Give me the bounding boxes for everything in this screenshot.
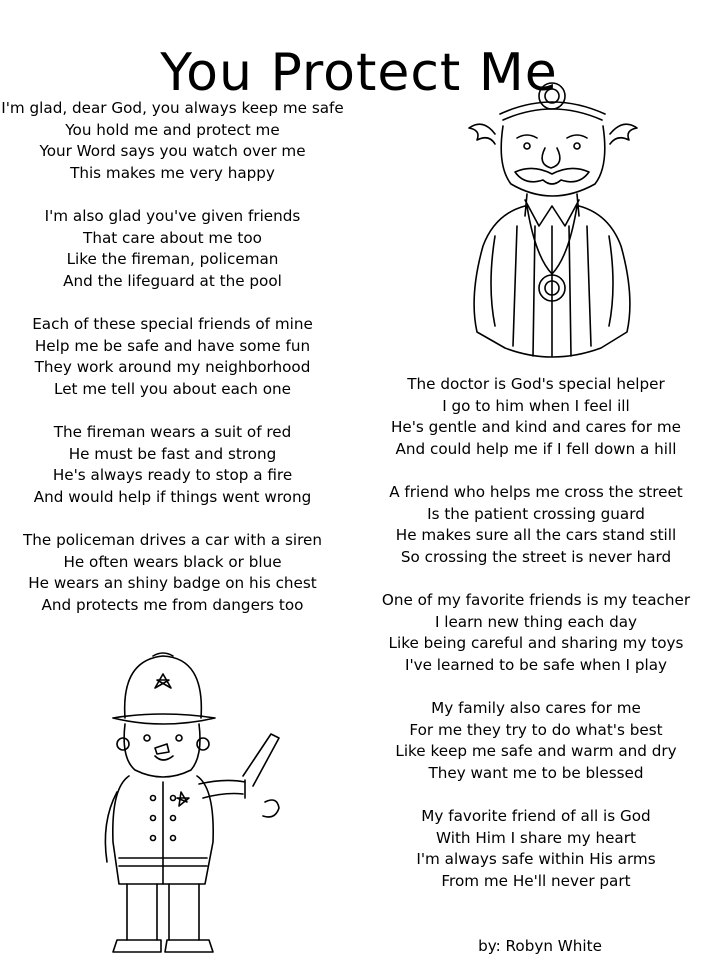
poem-title: You Protect Me (160, 42, 558, 103)
poem-line: Like being careful and sharing my toys (388, 634, 684, 653)
poem-line: He's always ready to stop a fire (52, 466, 293, 485)
poem-line: My family also cares for me (431, 699, 641, 717)
poem-line: He's gentle and kind and cares for me (390, 418, 682, 437)
doctor-illustration (455, 76, 650, 368)
poem-line: The policeman drives a car with a siren (23, 531, 322, 549)
poem-line: That care about me too (83, 228, 262, 247)
poem-line: The fireman wears a suit of red (53, 423, 292, 441)
author-byline: by: Robyn White (478, 937, 602, 955)
right-stanza-4 (362, 698, 710, 784)
poem-line: I'm also glad you've given friends (44, 207, 301, 225)
poem-line: He must be fast and strong (68, 444, 277, 463)
poem-line: A friend who helps me cross the street (389, 483, 683, 501)
poem-line: I've learned to be safe when I play (404, 655, 668, 674)
right-stanza-3 (362, 590, 710, 676)
poem-line: And would help if things went wrong (33, 487, 312, 506)
policeman-illustration (95, 652, 285, 957)
poem-line: He makes sure all the cars stand still (395, 526, 677, 545)
poem-line: He wears an shiny badge on his chest (28, 574, 317, 593)
poem-line: I'm glad, dear God, you always keep me safe (1, 99, 344, 117)
poem-line: They work around my neighborhood (34, 358, 311, 377)
poem-line: Let me tell you about each one (54, 379, 291, 398)
right-stanza-5 (362, 806, 710, 892)
poem-line: I learn new thing each day (434, 612, 638, 631)
left-stanza-1 (0, 98, 345, 184)
poem-line: One of my favorite friends is my teacher (381, 591, 691, 609)
poem-line: Each of these special friends of mine (32, 315, 313, 333)
right-stanza-1 (362, 374, 710, 460)
poem-line: For me they try to do what's best (409, 720, 663, 739)
left-stanza-4 (0, 422, 345, 508)
poem-line: I'm always safe within His arms (416, 850, 656, 869)
poem-line: And protects me from dangers too (41, 595, 304, 614)
poem-line: This makes me very happy (70, 163, 275, 182)
right-stanza-2 (362, 482, 710, 568)
poem-line: Is the patient crossing guard (427, 504, 645, 523)
poem-line: Like the fireman, policeman (66, 250, 279, 269)
poem-line: Help me be safe and have some fun (34, 336, 311, 355)
poem-line: So crossing the street is never hard (400, 547, 672, 566)
poem-line: They want me to be blessed (428, 763, 644, 782)
poem-line: I go to him when I feel ill (442, 396, 630, 415)
poem-line: He often wears black or blue (63, 552, 282, 571)
poem-line: With Him I share my heart (436, 828, 636, 847)
poem-line: And could help me if I fell down a hill (395, 439, 677, 458)
poem-line: My favorite friend of all is God (421, 807, 651, 825)
poem-line: And the lifeguard at the pool (63, 271, 282, 290)
poem-line: Your Word says you watch over me (39, 142, 306, 161)
poem-line: The doctor is God's special helper (407, 375, 665, 393)
poem-line: From me He'll never part (441, 871, 631, 890)
left-stanza-3 (0, 314, 345, 400)
poem-line: You hold me and protect me (65, 120, 280, 139)
poem-line: Like keep me safe and warm and dry (395, 742, 677, 761)
left-stanza-2 (0, 206, 345, 292)
left-stanza-5 (0, 530, 345, 616)
